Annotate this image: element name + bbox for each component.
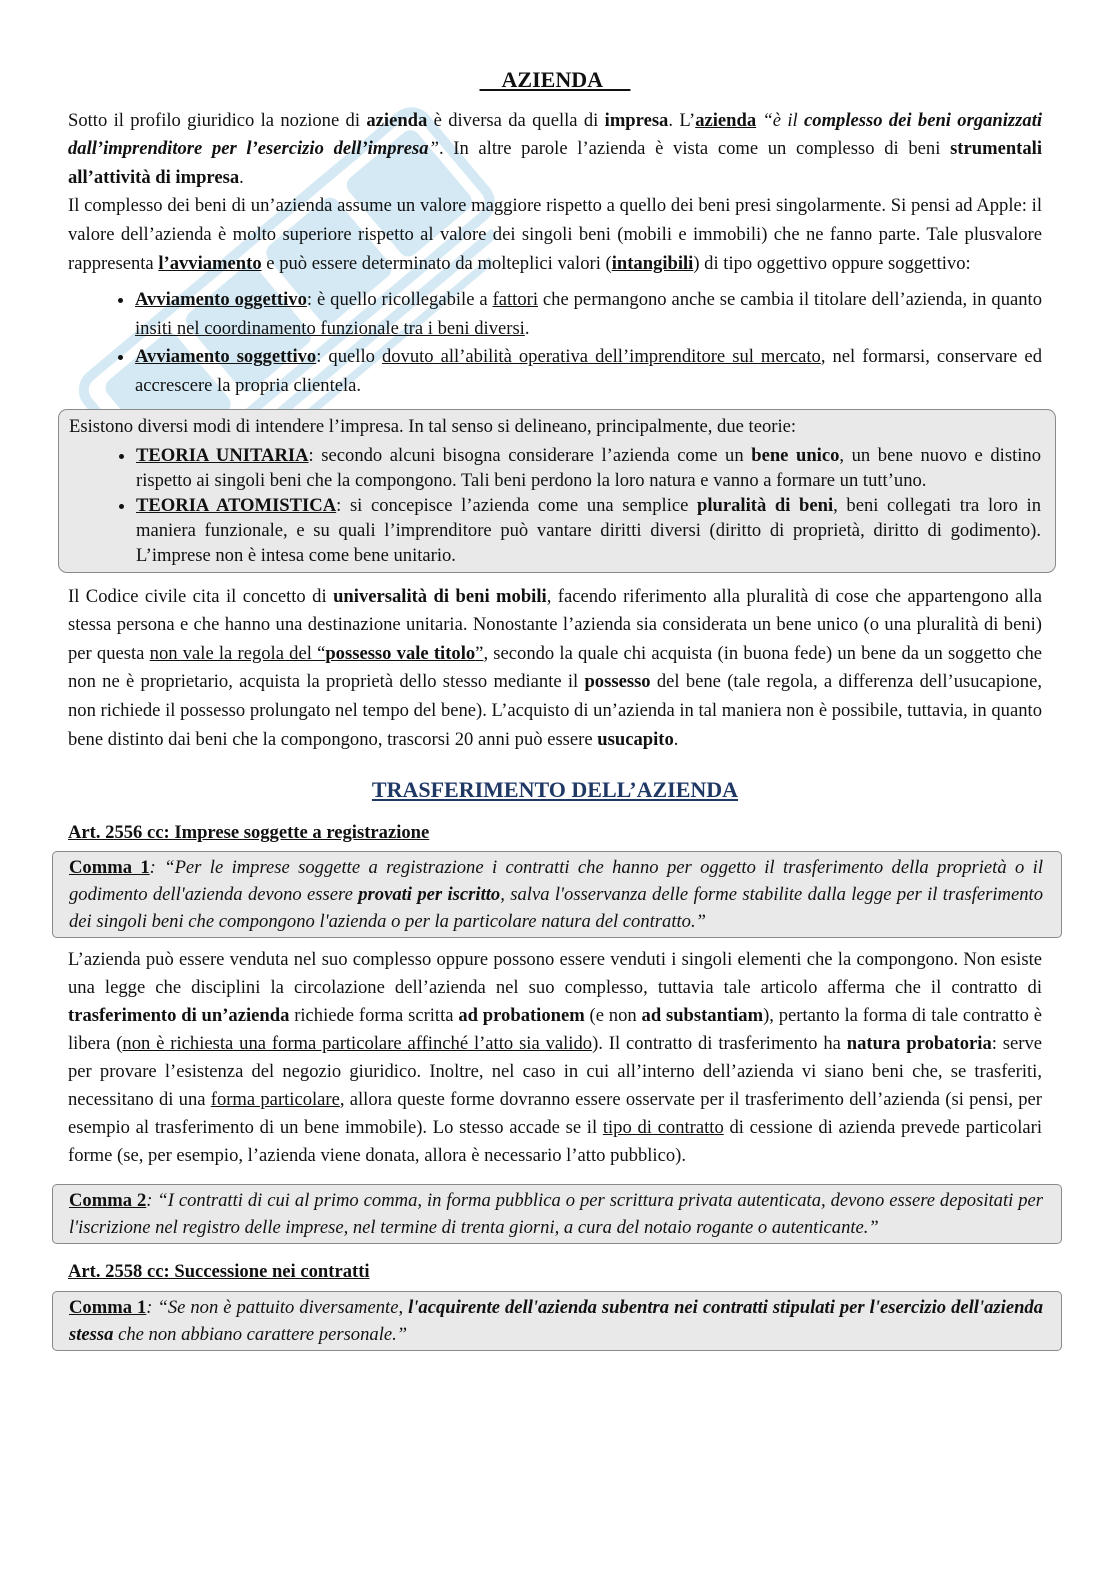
list-item: • TEORIA UNITARIA: secondo alcuni bisogna considerare l’azienda come un bene unico, un bene nuovo e distino rispetto ai singoli beni che la compongono. Tali beni perdono la loro natura e vanno a formare un tutt’uno. [136,443,1041,493]
teorie-list [69,443,1041,568]
page-title: AZIENDA [501,67,603,92]
document-page [68,62,1042,1359]
avviamento-paragraph: Il complesso dei beni di un’azienda assume un valore maggiore rispetto a quello dei beni presi singolarmente. Si pensi ad Apple: il valore dell’azienda è molto superiore rispetto al valore dei singoli beni (mobili e immobili) che ne fanno parte. Tale plusvalore rappresenta l’avviamento e può essere determinato da molteplici valori (intangibili) di tipo oggettivo oppure soggettivo: [68,195,1042,274]
section-title-trasferimento: TRASFERIMENTO DELL’AZIENDA [371,777,739,803]
article-2558-heading: Art. 2558 cc: Successione nei contratti [68,1261,370,1283]
art2558-comma1-box: Comma 1: “Se non è pattuito diversamente, l'acquirente dell'azienda subentra nei contratti stipulati per l'esercizio dell'azienda stessa che non abbiano carattere personale.” [52,1291,1062,1351]
intro-paragraph: Sotto il profilo giuridico la nozione di azienda è diversa da quella di impresa. L’azienda “è il complesso dei beni organizzati dall’imprenditore per l’esercizio dell’impresa”. In altre parole l’azienda è vista come un complesso di beni strumentali all’attività di impresa. [68,109,1043,188]
codice-civile-paragraph: Il Codice civile cita il concetto di universalità di beni mobili, facendo riferimento alla pluralità di cose che appartengono alla stessa persona e che hanno una destinazione unitaria. Nonostante l’azienda sia considerata un bene unico (o una pluralità di beni) per questa non vale la regola del “possesso vale titolo”, secondo la quale chi acquista (in buona fede) un bene da un soggetto che non ne è proprietario, acquista la proprietà dello stesso mediante il possesso del bene (tale regola, a differenza dell’usucapione, non richiede il possesso prolungato nel tempo del bene). L’acquisto di un’azienda in tal maniera non è possibile, tuttavia, in quanto bene distinto dai beni che la compongono, trascorsi 20 anni può essere usucapito. [68,585,1042,750]
avviamento-list [68,286,1042,400]
article-2556-heading: Art. 2556 cc: Imprese soggette a registrazione [68,821,430,843]
teorie-box [58,409,1056,573]
teorie-intro: Esistono diversi modi di intendere l’impresa. In tal senso si delineano, principalmente, due teorie: [69,415,797,437]
list-item: • TEORIA ATOMISTICA: si concepisce l’azienda come una semplice pluralità di beni, beni collegati tra loro in maniera funzionale, e su quali l’imprenditore può vantare diritti diversi (diritto di proprietà, diritto di godimento). L’imprese non è intesa come bene unitario. [136,493,1041,568]
art2556-comma2-box: Comma 2: “I contratti di cui al primo comma, in forma pubblica o per scrittura privata autenticata, devono essere depositati per l'iscrizione nel registro delle imprese, nel termine di trenta giorni, a cura del notaio rogante o autenticante.” [52,1184,1062,1244]
art2556-body-paragraph: L’azienda può essere venduta nel suo complesso oppure possono essere venduti i singoli elementi che la compongono. Non esiste una legge che disciplini la circolazione dell’azienda nel suo complesso, tuttavia tale articolo afferma che il contratto di trasferimento di un’azienda richiede forma scritta ad probationem (e non ad substantiam), pertanto la forma di tale contratto è libera (non è richiesta una forma particolare affinché l’atto sia valido). Il contratto di trasferimento ha natura probatoria: serve per provare l’esistenza del negozio giuridico. Inoltre, nel caso in cui all’interno dell’azienda vi siano beni che, se trasferiti, necessitano di una forma particolare, allora queste forme dovranno essere osservate per il trasferimento dell’azienda (si pensi, per esempio al trasferimento di un bene immobile). Lo stesso accade se il tipo di contratto di cessione di azienda prevede particolari forme (se, per esempio, l’azienda viene donata, allora è necessario l’atto pubblico). [68,949,1043,1167]
list-item: • Avviamento oggettivo: è quello ricollegabile a fattori che permangono anche se cambia il titolare dell’azienda, in quanto insiti nel coordinamento funzionale tra i beni diversi. [135,286,1042,343]
art2556-comma1-box: Comma 1: “Per le imprese soggette a registrazione i contratti che hanno per oggetto il trasferimento della proprietà o il godimento dell'azienda devono essere provati per iscritto, salva l'osservanza delle forme stabilite dalla legge per il trasferimento dei singoli beni che compongono l'azienda o per la particolare natura del contratto.” [52,851,1062,938]
list-item: • Avviamento soggettivo: quello dovuto all’abilità operativa dell’imprenditore sul mercato, nel formarsi, conservare ed accrescere la propria clientela. [135,343,1042,400]
